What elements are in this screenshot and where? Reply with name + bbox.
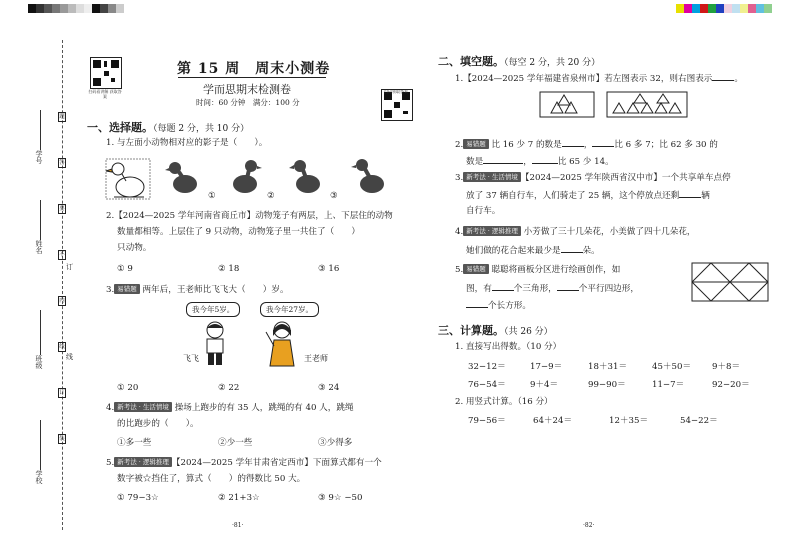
q5-option-1[interactable]: ① 79−3☆ — [117, 493, 159, 503]
answer-blank[interactable] — [532, 154, 558, 164]
tag-new-method: 新考法 · 逻辑推理 — [463, 226, 521, 236]
shadow-option-3-image — [288, 156, 326, 198]
q1-option-1[interactable]: ① — [208, 191, 216, 201]
class-blank — [40, 310, 41, 355]
fill-question-4-line-2: 她们做的花合起来最少是 朵。 — [466, 243, 600, 258]
tag-error-prone: 易错题 — [114, 284, 140, 294]
question-2-line-2: 数量都相等。上层住了 9 只动物，动物笼子里一共住了（ ） — [117, 227, 360, 237]
calc-question-2-title: 2. 用竖式计算。（16 分） — [455, 397, 553, 407]
page-subtitle: 学而思期末检测卷 — [203, 83, 291, 96]
page-number-left: ·81· — [232, 522, 244, 529]
label-feifei: 飞飞 — [183, 354, 199, 363]
page-title: 第 15 周 周末小测卷 — [177, 61, 331, 77]
boy-feifei-image — [195, 320, 235, 370]
vertical-calc-item: 64＋24＝ — [533, 416, 573, 426]
shadow-option-2-image — [225, 158, 263, 198]
q2-option-2[interactable]: ② 18 — [218, 264, 240, 274]
q5-option-3[interactable]: ③ 9☆ −50 — [318, 493, 363, 503]
class-label: 班级 — [35, 355, 43, 369]
section-title: 二、填空题。（每空 2 分，共 20 分） — [438, 55, 601, 68]
print-color-bar — [676, 4, 772, 13]
fill-question-3: 3. 新考法 · 生活情境 【2024—2025 学年陕西省汉中市】一个共享单车点停 — [455, 173, 731, 183]
fill-question-3-line-3: 自行车。 — [466, 206, 501, 216]
seal-char: 题 — [59, 114, 65, 120]
calc-item: 32−12＝ — [468, 362, 506, 372]
name-blank — [40, 200, 41, 240]
seal-char: 线 — [59, 344, 65, 350]
vertical-calc-item: 79−56＝ — [468, 416, 506, 426]
fill-question-5-line-2: 图，有 个三角形， 个平行四边形， — [466, 281, 639, 296]
q4-option-2[interactable]: ②少一些 — [218, 438, 253, 448]
vertical-calc-item: 54−22＝ — [680, 416, 718, 426]
q1-option-2[interactable]: ② — [267, 191, 275, 201]
calc-item: 92−20＝ — [712, 380, 750, 390]
answer-blank[interactable] — [557, 281, 579, 291]
question-4: 4. 新考法 · 生活情境 操场上跑步的有 35 人，跳绳的有 40 人，跳绳 — [106, 403, 354, 413]
question-3: 3. 易错题 两年后，王老师比飞飞大（ ）岁。 — [106, 285, 289, 295]
binding-word: 订 — [66, 263, 73, 271]
answer-blank[interactable] — [592, 137, 614, 147]
binding-word: 线 — [66, 353, 73, 361]
teacher-wang-image — [262, 320, 302, 372]
shadow-option-4-image — [350, 156, 388, 198]
section-title: 三、计算题。（共 26 分） — [438, 324, 553, 337]
calc-question-1-title: 1. 直接写出得数。（10 分） — [455, 342, 562, 352]
goose-toy-image — [104, 155, 152, 203]
exam-info: 时间：60 分钟 满分：100 分 — [196, 98, 300, 107]
q3-option-1[interactable]: ① 20 — [117, 383, 139, 393]
q2-option-1[interactable]: ① 9 — [117, 264, 133, 274]
tag-new-method: 新考法 · 生活情境 — [114, 402, 172, 412]
seal-char: 要 — [59, 206, 65, 212]
tag-new-method: 新考法 · 生活情境 — [463, 172, 521, 182]
qr-code-left[interactable] — [90, 57, 122, 89]
section-title: 一、选择题。（每题 2 分，共 10 分） — [87, 121, 250, 134]
seal-char: 答 — [59, 160, 65, 166]
seal-char: 订 — [59, 390, 65, 396]
question-5: 5. 新考法 · 逻辑推理 【2024—2025 学年甘肃省定西市】下面算式都有一个 — [106, 458, 382, 468]
answer-blank[interactable] — [712, 71, 734, 81]
q3-option-2[interactable]: ② 22 — [218, 383, 240, 393]
triangle-figures-image — [539, 91, 689, 119]
name-label: 姓名 — [35, 240, 43, 254]
page-number-right: ·82· — [583, 522, 595, 529]
tag-error-prone: 易错题 — [463, 139, 489, 149]
calc-item: 11−7＝ — [652, 380, 685, 390]
answer-blank[interactable] — [483, 154, 523, 164]
drawing-board-figure — [691, 262, 769, 302]
school-blank — [40, 420, 41, 470]
student-id-label: 学号 — [35, 150, 43, 164]
fill-question-2: 2. 易错题 比 16 少 7 的数是 ， 比 6 多 7；比 62 多 30 的 — [455, 137, 718, 152]
title-divider — [178, 77, 326, 78]
school-label: 学校 — [35, 470, 43, 484]
seal-char: 不 — [59, 252, 65, 258]
fill-question-1: 1.【2024—2025 学年福建省泉州市】若左图表示 32，则右图表示 。 — [455, 71, 743, 86]
fill-question-5-line-3: 个长方形。 — [466, 298, 531, 313]
question-1: 1. 与左面小动物相对应的影子是（ ）。 — [106, 138, 268, 148]
answer-blank[interactable] — [562, 137, 584, 147]
label-teacher-wang: 王老师 — [304, 354, 328, 363]
answer-blank[interactable] — [561, 243, 583, 253]
question-2-line-3: 只动物。 — [117, 243, 152, 253]
calc-item: 9＋8＝ — [712, 362, 741, 372]
q5-option-2[interactable]: ② 21+3☆ — [218, 493, 260, 503]
vertical-calc-item: 12＋35＝ — [609, 416, 649, 426]
calc-item: 17−9＝ — [530, 362, 563, 372]
fill-question-4: 4. 新考法 · 逻辑推理 小芳做了三十几朵花，小美做了四十几朵花， — [455, 227, 696, 237]
question-5-line-2: 数字被☆挡住了，算式（ ）的得数比 50 大。 — [117, 474, 306, 484]
calc-item: 9＋4＝ — [530, 380, 559, 390]
question-4-line-2: 的比跑步的（ ）。 — [117, 419, 199, 429]
seal-char: 装 — [59, 436, 65, 442]
q1-option-3[interactable]: ③ — [330, 191, 338, 201]
speech-bubble-feifei: 我今年5岁。 — [186, 302, 240, 317]
fill-question-2-line-2: 数是 ， 比 65 少 14。 — [466, 154, 614, 169]
shadow-option-1-image — [165, 158, 203, 198]
q4-option-3[interactable]: ③少得多 — [318, 438, 353, 448]
answer-blank[interactable] — [492, 281, 514, 291]
q3-option-3[interactable]: ③ 24 — [318, 383, 340, 393]
answer-blank[interactable] — [466, 298, 488, 308]
seal-char: 内 — [59, 298, 65, 304]
student-id-blank — [40, 110, 41, 150]
fill-question-5: 5. 易错题 聪聪将画板分区进行绘画创作，如 — [455, 265, 621, 275]
calc-item: 76−54＝ — [468, 380, 506, 390]
calc-item: 99−90＝ — [588, 380, 626, 390]
calc-item: 18＋31＝ — [588, 362, 628, 372]
q4-option-1[interactable]: ①多一些 — [117, 438, 152, 448]
question-2-line-1: 2.【2024—2025 学年河南省商丘市】动物笼子有两层，上、下层住的动物 — [106, 211, 393, 221]
tag-error-prone: 易错题 — [463, 264, 489, 274]
calc-item: 45＋50＝ — [652, 362, 692, 372]
speech-bubble-teacher: 我今年27岁。 — [260, 302, 319, 317]
qr-caption-right: 扫码领取答案 — [384, 89, 408, 94]
fill-question-3-line-2: 放了 37 辆自行车，人们骑走了 25 辆，这个停放点还剩 辆 — [466, 188, 710, 203]
qr-caption-left: 扫码看讲解 获取答案 — [88, 89, 122, 99]
tag-new-method: 新考法 · 逻辑推理 — [114, 457, 172, 467]
print-grayscale-bar — [28, 4, 124, 13]
q2-option-3[interactable]: ③ 16 — [318, 264, 340, 274]
answer-blank[interactable] — [679, 188, 701, 198]
